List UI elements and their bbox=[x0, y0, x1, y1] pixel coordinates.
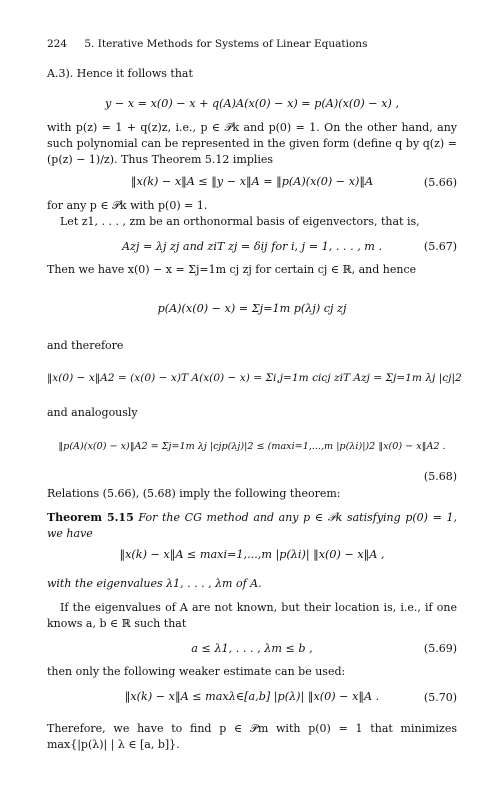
running-title: 5. Iterative Methods for Systems of Linear Equations bbox=[84, 38, 368, 50]
theorem-statement bbox=[47, 510, 457, 542]
paragraph: Therefore, we have to find p ∈ 𝒫m with p(0) = 1 that minimizes max{|p(λ)| | λ ∈ [a, b]}. bbox=[47, 722, 457, 751]
page-number: 224 bbox=[47, 38, 68, 50]
equation-5-67 bbox=[47, 240, 457, 253]
equation-body: a ≤ λ1, . . . , λm ≤ b , bbox=[191, 642, 313, 655]
equation-number: (5.69) bbox=[423, 642, 457, 655]
equation-5-68 bbox=[47, 441, 457, 452]
equation-5-70 bbox=[47, 690, 457, 703]
text-line: Let z1, . . . , zm be an orthonormal basis of eigenvectors, that is, bbox=[60, 215, 420, 228]
paragraph: with p(z) = 1 + q(z)z, i.e., p ∈ 𝒫k and p(0) = 1. On the other hand, any such polynomial can be represented in the given form (define q by q(z) = (p(z) − 1)/z). Thus Theorem 5.12 implies bbox=[47, 121, 457, 166]
text-line: and analogously bbox=[47, 406, 138, 419]
paragraph: If the eigenvalues of A are not known, but their location is, i.e., if one knows a, b ∈ ℝ such that bbox=[47, 601, 457, 630]
theorem-tail: with the eigenvalues λ1, . . . , λm of A. bbox=[47, 577, 262, 590]
equation-5-69 bbox=[47, 642, 457, 655]
equation-number: (5.68) bbox=[423, 470, 457, 483]
equation: p(A)(x(0) − x) = Σj=1m p(λj) cj zj bbox=[157, 302, 347, 315]
running-header bbox=[47, 38, 457, 50]
text-line: then only the following weaker estimate can be used: bbox=[47, 665, 346, 678]
theorem-text: For the CG method and any p ∈ 𝒫k satisfying p(0) = 1, we have bbox=[47, 511, 458, 540]
equation: y − x = x(0) − x + q(A)A(x(0) − x) = p(A)(x(0) − x) , bbox=[104, 97, 400, 110]
text-line: Relations (5.66), (5.68) imply the following theorem: bbox=[47, 487, 341, 500]
equation-number: (5.70) bbox=[423, 691, 457, 704]
equation-number: (5.67) bbox=[423, 240, 457, 253]
equation-body: Azj = λj zj and ziT zj = δij for i, j = 1, . . . , m . bbox=[121, 240, 383, 253]
text-line: A.3). Hence it follows that bbox=[47, 67, 193, 80]
equation-body: ‖x(k) − x‖A ≤ maxλ∈[a,b] |p(λ)| ‖x(0) − x‖A . bbox=[124, 690, 380, 703]
text-line: for any p ∈ 𝒫k with p(0) = 1. bbox=[47, 199, 208, 212]
text-line: and therefore bbox=[47, 339, 124, 352]
theorem-equation: ‖x(k) − x‖A ≤ maxi=1,...,m |p(λi)| ‖x(0) − x‖A , bbox=[119, 548, 385, 561]
equation-5-66 bbox=[47, 175, 457, 188]
text-line: Then we have x(0) − x = Σj=1m cj zj for certain cj ∈ ℝ, and hence bbox=[47, 263, 417, 276]
equation: ‖x(0) − x‖A2 = (x(0) − x)T A(x(0) − x) = Σi,j=1m cicj ziT Azj = Σj=1m λj |cj|2 bbox=[47, 372, 462, 384]
equation-number: (5.66) bbox=[423, 176, 457, 189]
equation-body: ‖x(k) − x‖A ≤ ‖y − x‖A = ‖p(A)(x(0) − x)‖A bbox=[130, 175, 374, 188]
equation-body: ‖p(A)(x(0) − x)‖A2 = Σj=1m λj |cjp(λj)|2 ≤ (maxi=1,...,m |p(λi)|)2 ‖x(0) − x‖A2 . bbox=[58, 441, 446, 452]
theorem-label: Theorem 5.15 bbox=[47, 511, 134, 524]
